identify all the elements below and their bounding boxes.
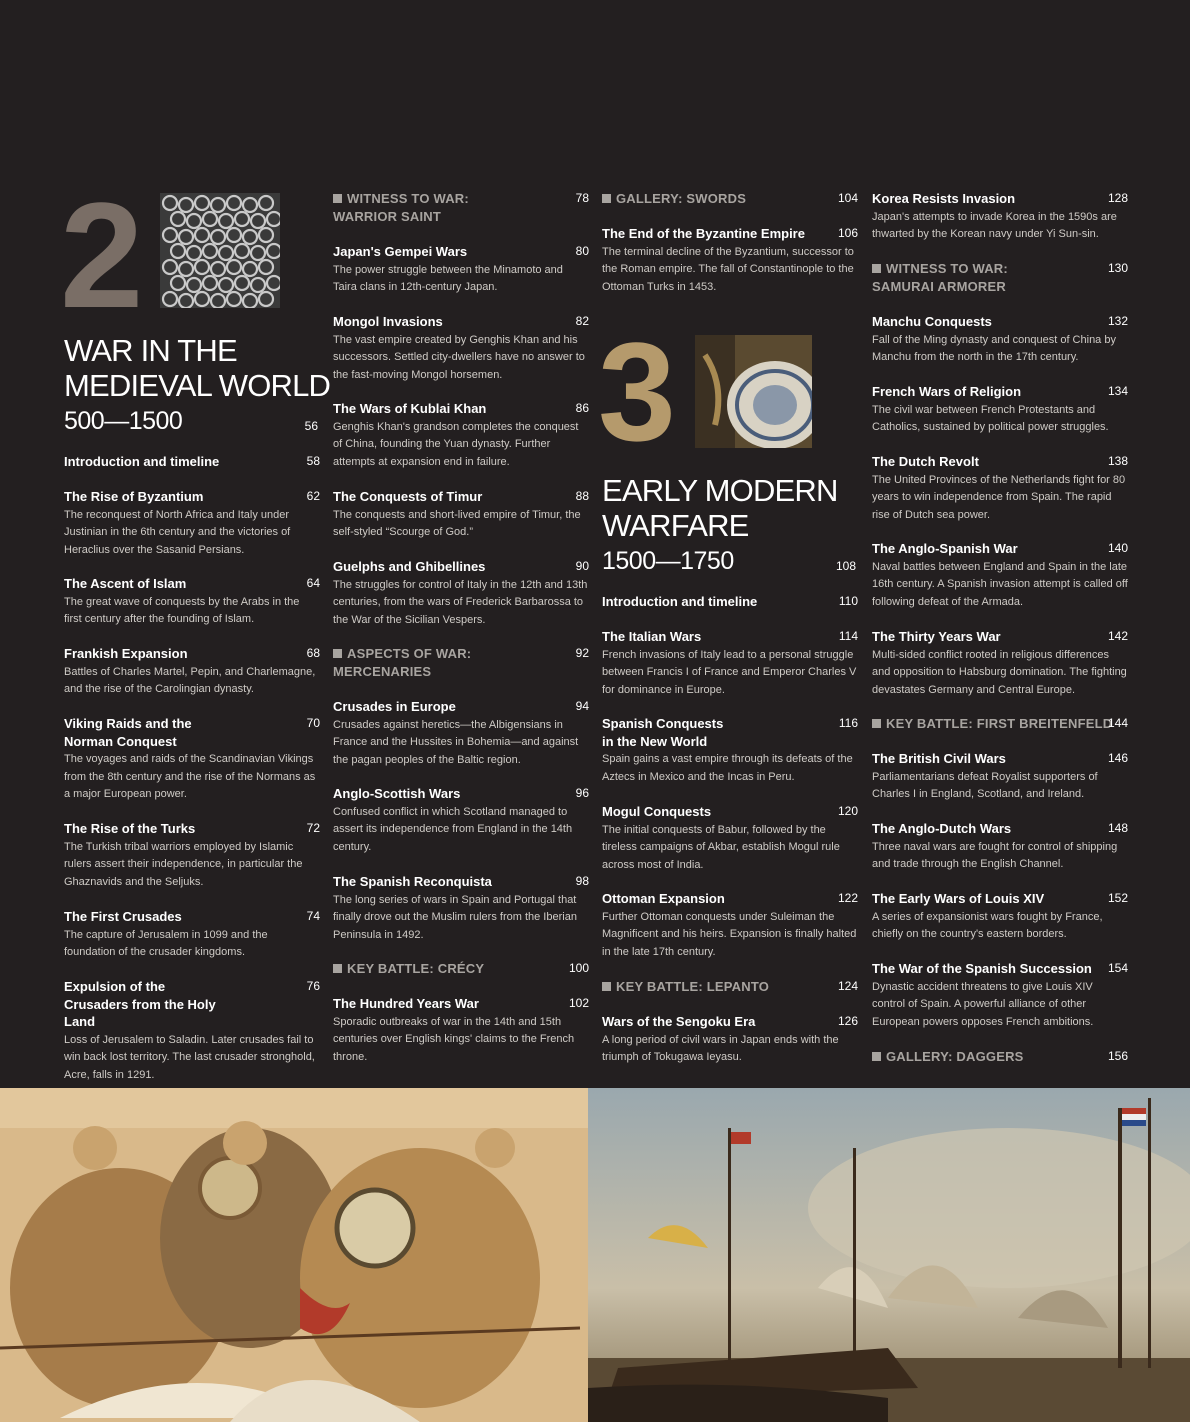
toc-entry[interactable]: The Dutch Revolt The United Provinces of the Netherlands fight for 80 years to win independence from Spain. The rapid rise of Dutch sea power. 138 xyxy=(872,454,1128,521)
mongol-warriors-painting xyxy=(0,1088,588,1422)
toc-feature-entry[interactable]: KEY BATTLE: LEPANTO 124 xyxy=(602,978,858,996)
chapter2-number: 2 xyxy=(60,171,138,339)
toc-feature-entry[interactable]: GALLERY: DAGGERS 156 xyxy=(872,1048,1128,1066)
toc-entry[interactable]: Frankish Expansion Battles of Charles Martel, Pepin, and Charlemagne, and the rise of the Carolingian dynasty. 68 xyxy=(64,646,320,695)
toc-entry[interactable]: The Anglo-Spanish War Naval battles between England and Spain in the late 16th century. A Spanish invasion attempt is called off following defeat of the Armada. 140 xyxy=(872,541,1128,608)
toc-entry[interactable]: Introduction and timeline 110 xyxy=(602,594,858,609)
toc-entry[interactable]: Spanish Conquests in the New World Spain gains a vast empire through its defeats of the Aztecs in Mexico and the Incas in Peru. 116 xyxy=(602,716,858,783)
square-bullet-icon xyxy=(872,719,881,728)
toc-entry[interactable]: Viking Raids and the Norman Conquest The voyages and raids of the Scandinavian Vikings from the 8th century and the rise of the Normans as a major European power. 70 xyxy=(64,716,320,800)
chapter3-number: 3 xyxy=(598,313,670,470)
toc-entry[interactable]: The Anglo-Dutch Wars Three naval wars are fought for control of shipping and trade through the English Channel. 148 xyxy=(872,821,1128,870)
toc-entry[interactable]: Japan's Gempei Wars The power struggle between the Minamoto and Taira clans in 12th-century Japan. 80 xyxy=(333,244,589,293)
chapter3-title: EARLY MODERN WARFARE xyxy=(602,473,838,543)
toc-entry[interactable]: The Wars of Kublai Khan Genghis Khan's grandson completes the conquest of China, founding the Yuan dynasty. Further attempts at expansion end in failure. 86 xyxy=(333,401,589,468)
toc-entry[interactable]: The Thirty Years War Multi-sided conflict rooted in religious differences and opposition to Habsburg domination. The fighting devastates Germany and Central Europe. 142 xyxy=(872,629,1128,696)
toc-entry[interactable]: Introduction and timeline 58 xyxy=(64,454,320,469)
toc-entry[interactable]: Mongol Invasions The vast empire created by Genghis Khan and his successors. Settled city-dwellers have no answer to the fast-moving Mongol horsemen. 82 xyxy=(333,314,589,381)
toc-feature-entry[interactable]: WITNESS TO WAR: WARRIOR SAINT 78 xyxy=(333,191,589,224)
toc-entry[interactable]: The Italian Wars French invasions of Italy lead to a personal struggle between Francis I of France and Emperor Charles V for dominance in Europe. 114 xyxy=(602,629,858,696)
square-bullet-icon xyxy=(602,194,611,203)
toc-entry[interactable]: Guelphs and Ghibellines The struggles for control of Italy in the 12th and 13th centuries, from the wars of Frederick Barbarossa to the War of the Sicilian Vespers. 90 xyxy=(333,559,589,626)
toc-feature-entry[interactable]: WITNESS TO WAR: SAMURAI ARMORER 130 xyxy=(872,261,1128,294)
chapter3-years-page: 108 xyxy=(835,559,856,573)
toc-entry[interactable]: The War of the Spanish Succession Dynastic accident threatens to give Louis XIV control of Spain. A powerful alliance of other European powers opposes French ambitions. 154 xyxy=(872,961,1128,1028)
toc-entry[interactable]: Manchu Conquests Fall of the Ming dynasty and conquest of China by Manchu from the north in the 17th century. 132 xyxy=(872,314,1128,363)
chapter2-years-page: 56 xyxy=(304,419,318,433)
toc-entry[interactable]: Wars of the Sengoku Era A long period of civil wars in Japan ends with the triumph of Tokugawa Ieyasu. 126 xyxy=(602,1014,858,1063)
chainmail-image xyxy=(160,193,280,308)
toc-entry[interactable]: Mogul Conquests The initial conquests of Babur, followed by the tireless campaigns of Akbar, establish Mogul rule across most of India. 120 xyxy=(602,804,858,871)
chapter3-years: 1500—1750 xyxy=(602,547,734,575)
square-bullet-icon xyxy=(872,264,881,273)
toc-entry[interactable]: The Spanish Reconquista The long series of wars in Spain and Portugal that finally drove out the Muslim rulers from the Iberian Peninsula in 1492. 98 xyxy=(333,874,589,941)
toc-entry[interactable]: The End of the Byzantine Empire The terminal decline of the Byzantium, successor to the Roman empire. The fall of Constantinople to the Ottoman Turks in 1453. 106 xyxy=(602,226,858,293)
toc-feature-entry[interactable]: KEY BATTLE: CRÉCY 100 xyxy=(333,960,589,978)
square-bullet-icon xyxy=(333,649,342,658)
square-bullet-icon xyxy=(333,194,342,203)
toc-entry[interactable]: The Early Wars of Louis XIV A series of expansionist wars fought by France, chiefly on the country's eastern borders. 152 xyxy=(872,891,1128,940)
toc-entry[interactable]: The Rise of Byzantium The reconquest of North Africa and Italy under Justinian in the 6th century and the victories of Heraclius over the Sasanid Persians. 62 xyxy=(64,489,320,556)
toc-entry[interactable]: The Ascent of Islam The great wave of conquests by the Arabs in the first century after the founding of Islam. 64 xyxy=(64,576,320,625)
toc-entry[interactable]: The First Crusades The capture of Jerusalem in 1099 and the foundation of the crusader kingdoms. 74 xyxy=(64,909,320,958)
toc-entry[interactable]: The Hundred Years War Sporadic outbreaks of war in the 14th and 15th centuries over English kings' claims to the French throne. 102 xyxy=(333,996,589,1063)
naval-battle-painting xyxy=(588,1088,1190,1422)
toc-entry[interactable]: The Conquests of Timur The conquests and short-lived empire of Timur, the self-styled “Scourge of God.” 88 xyxy=(333,489,589,538)
toc-entry[interactable]: The Rise of the Turks The Turkish tribal warriors employed by Islamic rulers assert their independence, in particular the Ghaznavids and the Seljuks. 72 xyxy=(64,821,320,888)
toc-feature-entry[interactable]: KEY BATTLE: FIRST BREITENFELD 144 xyxy=(872,715,1128,733)
toc-entry[interactable]: Anglo-Scottish Wars Confused conflict in which Scotland managed to assert its independence from England in the 14th century. 96 xyxy=(333,786,589,853)
square-bullet-icon xyxy=(872,1052,881,1061)
toc-entry[interactable]: French Wars of Religion The civil war between French Protestants and Catholics, sustained by political power struggles. 134 xyxy=(872,384,1128,433)
chapter2-years: 500—1500 xyxy=(64,407,183,435)
toc-entry[interactable]: Korea Resists Invasion Japan's attempts to invade Korea in the 1590s are thwarted by the Korean navy under Yi Sun-sin. 128 xyxy=(872,191,1128,240)
toc-feature-entry[interactable]: GALLERY: SWORDS 104 xyxy=(602,190,858,208)
porcelain-image xyxy=(695,335,812,448)
toc-feature-entry[interactable]: ASPECTS OF WAR: MERCENARIES 92 xyxy=(333,646,589,679)
toc-entry[interactable]: Ottoman Expansion Further Ottoman conquests under Suleiman the Magnificent and his heirs. Expansion is finally halted in the late 17th century. 122 xyxy=(602,891,858,958)
square-bullet-icon xyxy=(602,982,611,991)
toc-entry[interactable]: The British Civil Wars Parliamentarians defeat Royalist supporters of Charles I in England, Scotland, and Ireland. 146 xyxy=(872,751,1128,800)
chapter2-title: WAR IN THE MEDIEVAL WORLD xyxy=(64,333,331,403)
square-bullet-icon xyxy=(333,964,342,973)
toc-entry[interactable]: Crusades in Europe Crusades against heretics—the Albigensians in France and the Hussites in Bohemia—and against the pagan peoples of the Baltic region. 94 xyxy=(333,699,589,766)
toc-entry[interactable]: Expulsion of the Crusaders from the Holy Land Loss of Jerusalem to Saladin. Later crusades fail to win back lost territory. The last crusader stronghold, Acre, falls in 1291. 76 xyxy=(64,979,320,1081)
